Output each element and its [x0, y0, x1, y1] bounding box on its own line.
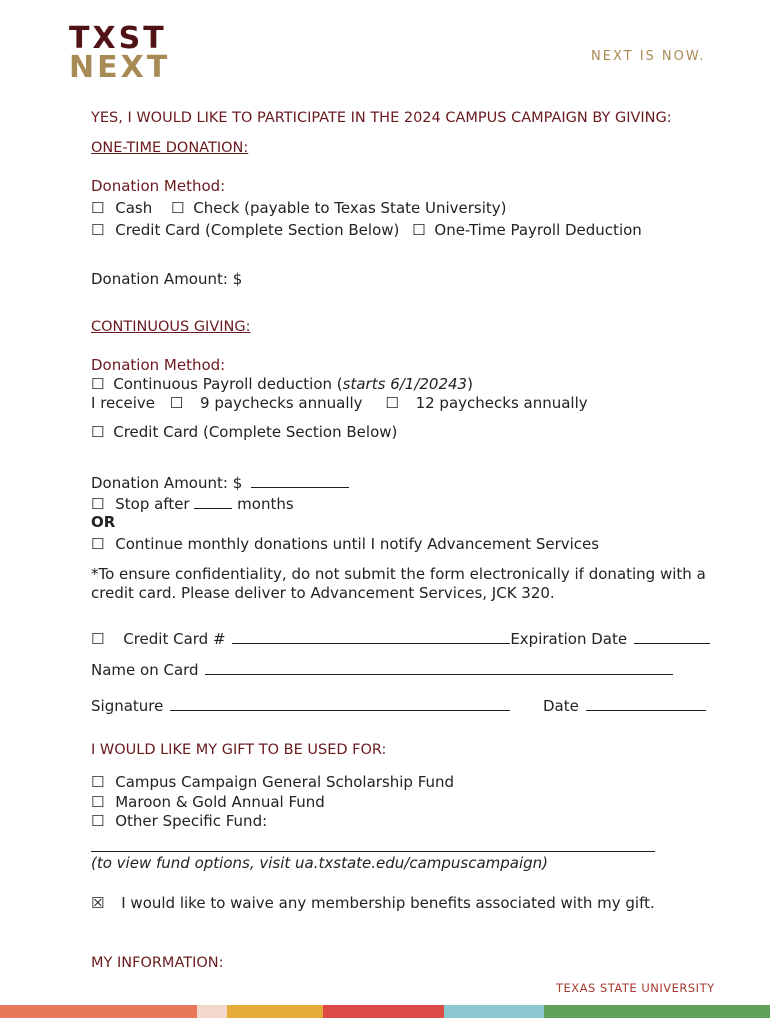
footer-bar-red [323, 1005, 444, 1018]
twelve-paychecks-label: 12 paychecks annually [415, 394, 588, 412]
or-label: OR [91, 513, 116, 531]
continuous-credit-label: Credit Card (Complete Section Below) [113, 423, 398, 441]
confidentiality-note-line1: *To ensure confidentiality, do not submit the form electronically if donating with a [91, 565, 706, 583]
general-fund-label: Campus Campaign General Scholarship Fund [115, 773, 455, 791]
credit-card-checkbox[interactable]: ☐ [91, 630, 105, 648]
payroll-label: One-Time Payroll Deduction [434, 221, 642, 239]
fund-options-hint: (to view fund options, visit ua.txstate.edu/campuscampaign) [91, 854, 549, 872]
one-time-method-label: Donation Method: [91, 177, 226, 195]
one-time-credit-label: Credit Card (Complete Section Below) [115, 221, 400, 239]
general-fund-checkbox[interactable]: ☐ [91, 773, 105, 791]
receive-label: I receive [91, 394, 156, 412]
footer-bar-teal [444, 1005, 544, 1018]
logo-line-txst: TXST [69, 21, 167, 56]
footer-university-name: TEXAS STATE UNIVERSITY [556, 981, 715, 995]
waive-benefits-label: I would like to waive any membership benefits associated with my gift. [121, 894, 655, 912]
other-fund-checkbox[interactable]: ☐ [91, 812, 105, 830]
date-label: Date [543, 697, 579, 715]
continuous-amount-label: Donation Amount: $ [91, 474, 243, 492]
continuous-payroll-checkbox[interactable]: ☐ [91, 375, 105, 393]
confidentiality-note-line2: credit card. Please deliver to Advancement Services, JCK 320. [91, 584, 555, 602]
gift-use-title: I WOULD LIKE MY GIFT TO BE USED FOR: [91, 742, 387, 758]
footer-bar-pale [197, 1005, 227, 1018]
one-time-credit-checkbox[interactable]: ☐ [91, 221, 105, 239]
stop-after-checkbox[interactable]: ☐ [91, 495, 105, 513]
my-information-title: MY INFORMATION: [91, 955, 224, 971]
nine-paychecks-checkbox[interactable]: ☐ [169, 394, 184, 412]
footer-bar-gold [227, 1005, 323, 1018]
check-checkbox[interactable]: ☐ [171, 199, 185, 217]
logo-line-next: NEXT [69, 50, 171, 85]
name-on-card-label: Name on Card [91, 661, 199, 679]
check-label: Check (payable to Texas State University) [193, 199, 507, 217]
other-fund-field[interactable] [91, 838, 655, 852]
signature-field[interactable] [170, 697, 510, 711]
payroll-start-date: starts 6/1/20243 [342, 375, 468, 393]
expiration-date-field[interactable] [634, 630, 710, 644]
twelve-paychecks-checkbox[interactable]: ☐ [385, 394, 399, 412]
footer-bar-coral [0, 1005, 197, 1018]
one-time-title: ONE-TIME DONATION: [91, 140, 249, 156]
date-field[interactable] [586, 697, 706, 711]
signature-label: Signature [91, 697, 164, 715]
continuous-payroll-prefix: Continuous Payroll deduction ( [113, 375, 343, 393]
nine-paychecks-label: 9 paychecks annually [200, 394, 363, 412]
cash-checkbox[interactable]: ☐ [91, 199, 105, 217]
tagline: NEXT IS NOW. [591, 49, 706, 64]
maroon-gold-checkbox[interactable]: ☐ [91, 793, 105, 811]
form-heading: YES, I WOULD LIKE TO PARTICIPATE IN THE 2024 CAMPUS CAMPAIGN BY GIVING: [91, 110, 672, 126]
credit-card-number-label: Credit Card # [123, 630, 226, 648]
continue-monthly-label: Continue monthly donations until I notify Advancement Services [115, 535, 600, 553]
payroll-checkbox[interactable]: ☐ [412, 221, 426, 239]
continue-monthly-checkbox[interactable]: ☐ [91, 535, 105, 553]
one-time-amount-label: Donation Amount: $ [91, 270, 243, 288]
expiration-date-label: Expiration Date [510, 630, 628, 648]
txst-next-logo [69, 21, 171, 85]
continuous-credit-checkbox[interactable]: ☐ [91, 423, 105, 441]
stop-after-label: Stop after [115, 495, 190, 513]
months-field[interactable] [194, 495, 232, 509]
name-on-card-field[interactable] [205, 661, 673, 675]
continuous-title: CONTINUOUS GIVING: [91, 319, 251, 335]
cash-label: Cash [115, 199, 153, 217]
continuous-amount-field[interactable] [251, 474, 349, 488]
continuous-method-label: Donation Method: [91, 356, 226, 374]
other-fund-label: Other Specific Fund: [115, 812, 268, 830]
footer-bar-green [544, 1005, 770, 1018]
credit-card-number-field[interactable] [232, 630, 510, 644]
continuous-payroll-suffix: ) [467, 375, 473, 393]
maroon-gold-label: Maroon & Gold Annual Fund [115, 793, 325, 811]
months-label: months [237, 495, 294, 513]
waive-benefits-checkbox[interactable]: ☒ [91, 894, 105, 912]
